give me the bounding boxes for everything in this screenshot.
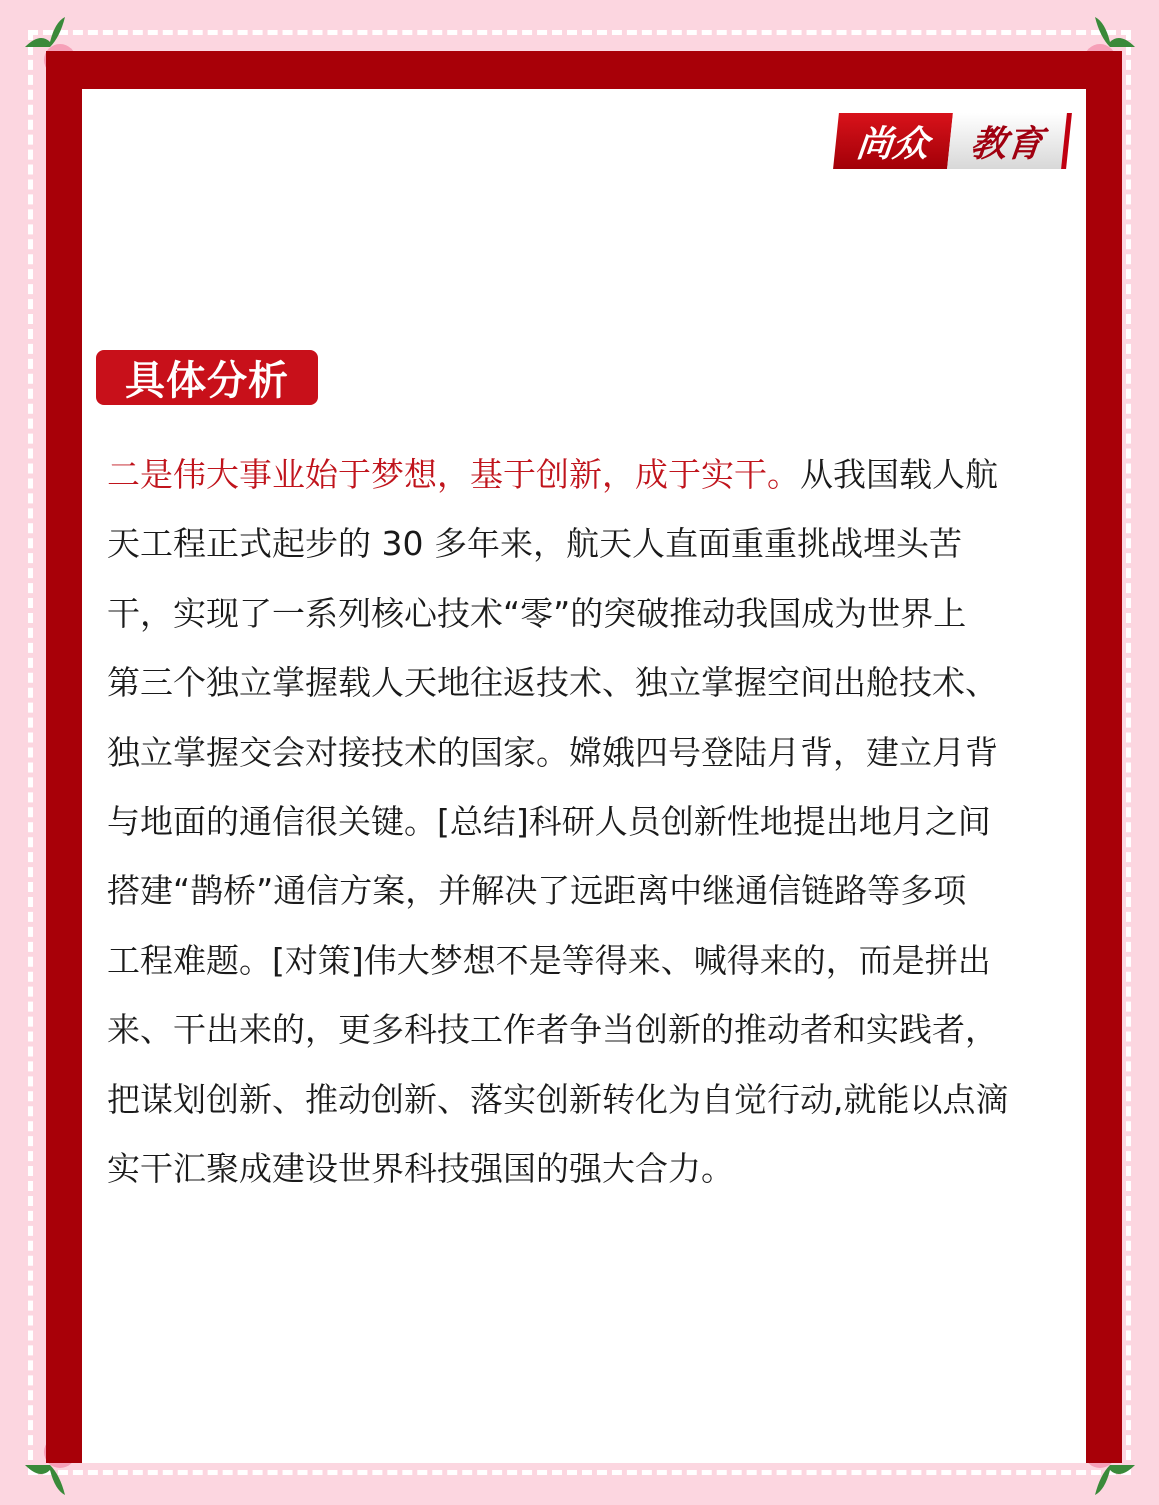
text-line: 天工程正式起步的 30 多年来，航天人直面重重挑战埋头苦: [107, 524, 962, 564]
text-line: 工程难题。[对策]伟大梦想不是等得来、喊得来的，而是拼出: [107, 940, 991, 980]
text-line: 搭建“鹊桥”通信方案，并解决了远距离中继通信链路等多项: [107, 871, 967, 911]
paragraph: [107, 440, 1067, 1203]
highlight-text: 二是伟大事业始于梦想，基于创新，成于实干。: [107, 455, 800, 494]
text-line: 实干汇聚成建设世界科技强国的强大合力。: [107, 1148, 734, 1188]
text-line: 把谋划创新、推动创新、落实创新转化为自觉行动,就能以点滴: [107, 1079, 1009, 1119]
text-line: 独立掌握交会对接技术的国家。嫦娥四号登陆月背，建立月背: [107, 732, 998, 772]
text-line: [107, 440, 1067, 509]
logo-right-text: 教育: [947, 113, 1072, 169]
logo-left-text: 尚众: [833, 113, 953, 169]
text-line: 来、干出来的，更多科技工作者争当创新的推动者和实践者，: [107, 1010, 998, 1050]
section-badge: 具体分析: [96, 350, 318, 405]
text-segment: 从我国载人航: [800, 455, 998, 494]
text-line: 与地面的通信很关键。[总结]科研人员创新性地提出地月之间: [107, 801, 991, 841]
text-line: 干，实现了一系列核心技术“零”的突破推动我国成为世界上: [107, 593, 967, 633]
text-line: 第三个独立掌握载人天地往返技术、独立掌握空间出舱技术、: [107, 663, 998, 703]
brand-logo: [836, 113, 1072, 169]
